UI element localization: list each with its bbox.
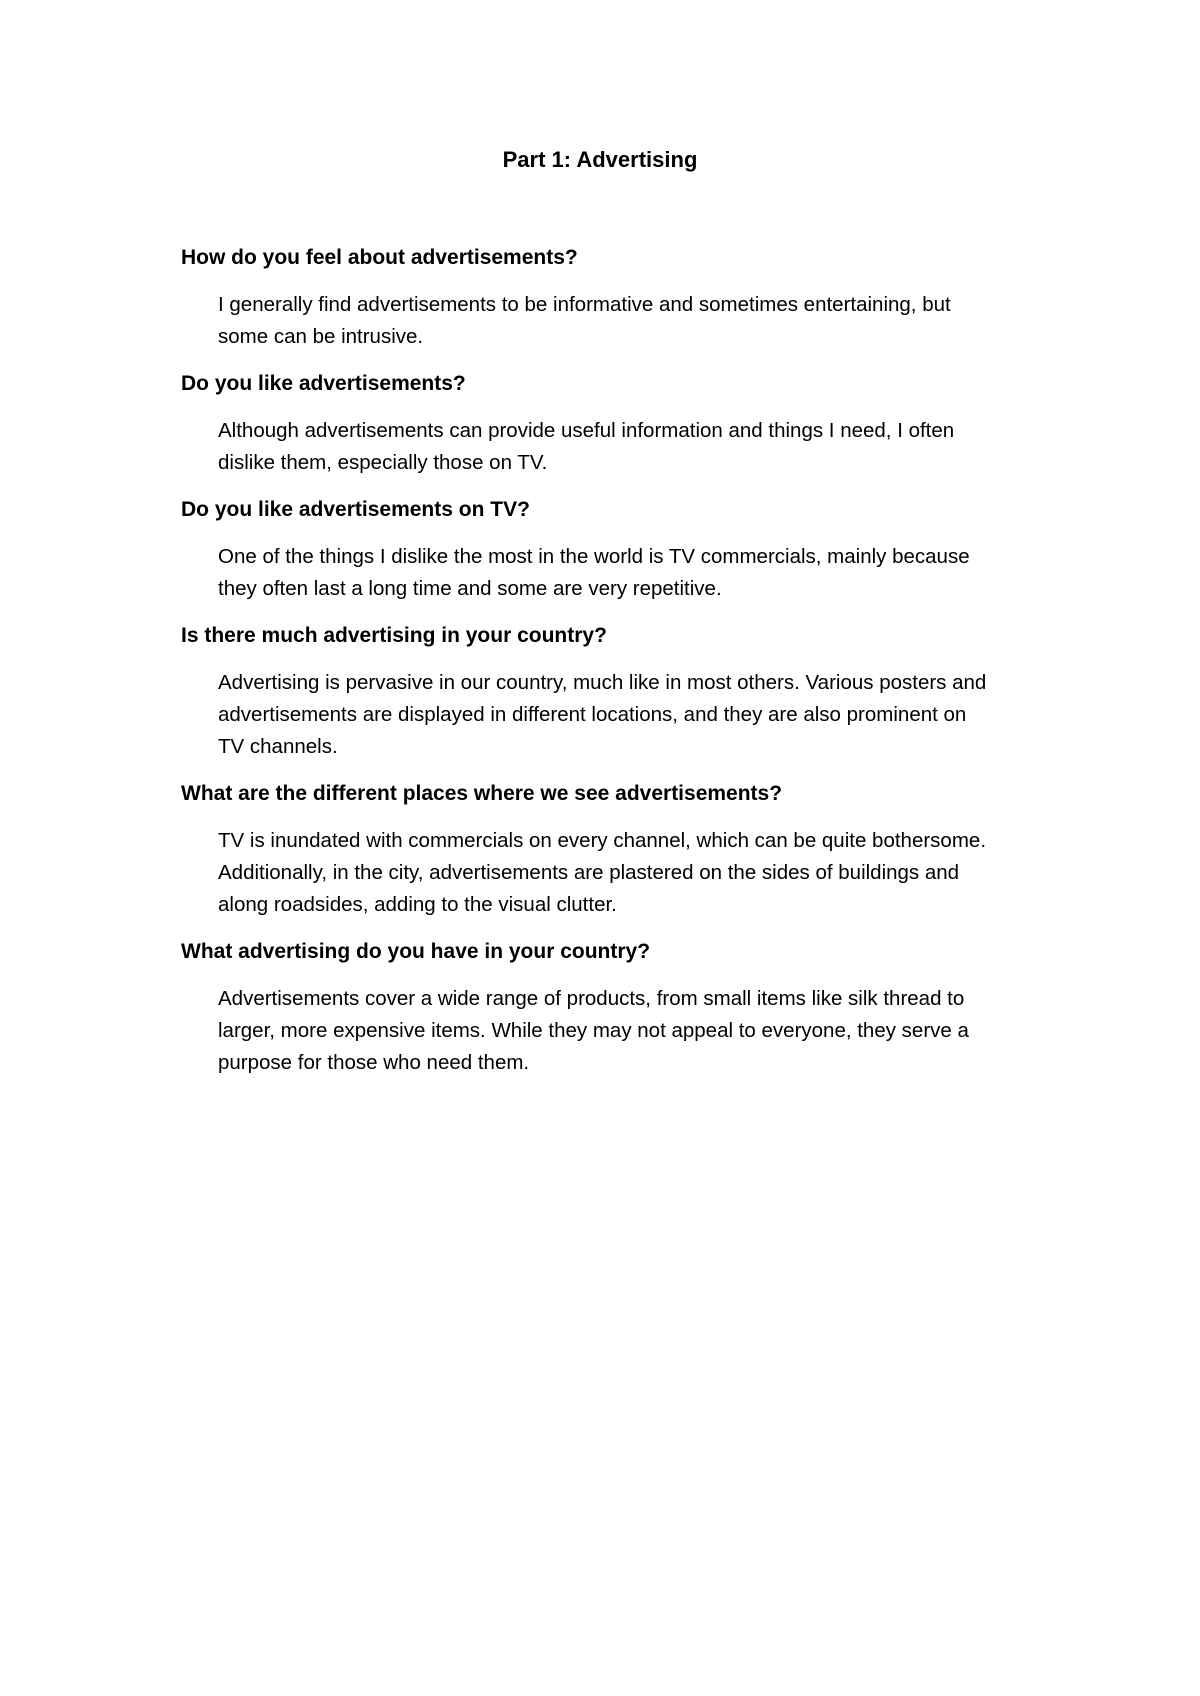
question-heading: Do you like advertisements on TV?: [181, 498, 530, 521]
qa-item: [181, 779, 1081, 921]
answer-paragraph: [218, 289, 1078, 353]
qa-item: [181, 369, 1081, 479]
answer-paragraph: [218, 825, 1078, 921]
qa-item: [181, 243, 1081, 353]
answer-line: advertisements are displayed in different locations, and they are also prominent on: [218, 703, 967, 726]
answer-line: TV is inundated with commercials on every channel, which can be quite bothersome.: [218, 829, 987, 852]
answer-line: TV channels.: [218, 735, 338, 758]
question-heading: Do you like advertisements?: [181, 372, 466, 395]
answer-line: they often last a long time and some are very repetitive.: [218, 577, 722, 600]
answer-line: I generally find advertisements to be informative and sometimes entertaining, but: [218, 293, 951, 316]
answer-line: along roadsides, adding to the visual clutter.: [218, 893, 617, 916]
question-heading: Is there much advertising in your country?: [181, 624, 607, 647]
question-heading: What advertising do you have in your country?: [181, 940, 651, 963]
answer-line: some can be intrusive.: [218, 325, 424, 348]
answer-line: Advertisements cover a wide range of products, from small items like silk thread to: [218, 987, 965, 1010]
answer-line: larger, more expensive items. While they may not appeal to everyone, they serve a: [218, 1019, 969, 1042]
answer-line: Additionally, in the city, advertisements are plastered on the sides of buildings and: [218, 861, 960, 884]
answer-paragraph: [218, 415, 1078, 479]
answer-line: Advertising is pervasive in our country, much like in most others. Various posters and: [218, 671, 987, 694]
answer-paragraph: [218, 983, 1078, 1079]
qa-item: [181, 621, 1081, 763]
qa-list: [181, 243, 1081, 1095]
answer-line: Although advertisements can provide useful information and things I need, I often: [218, 419, 955, 442]
answer-line: dislike them, especially those on TV.: [218, 451, 548, 474]
question-heading: How do you feel about advertisements?: [181, 246, 578, 269]
answer-line: One of the things I dislike the most in the world is TV commercials, mainly because: [218, 545, 970, 568]
document-title: Part 1: Advertising: [502, 147, 698, 172]
qa-item: [181, 495, 1081, 605]
answer-paragraph: [218, 667, 1078, 763]
answer-paragraph: [218, 541, 1078, 605]
question-heading: What are the different places where we see advertisements?: [181, 782, 783, 805]
answer-line: purpose for those who need them.: [218, 1051, 530, 1074]
qa-item: [181, 937, 1081, 1079]
